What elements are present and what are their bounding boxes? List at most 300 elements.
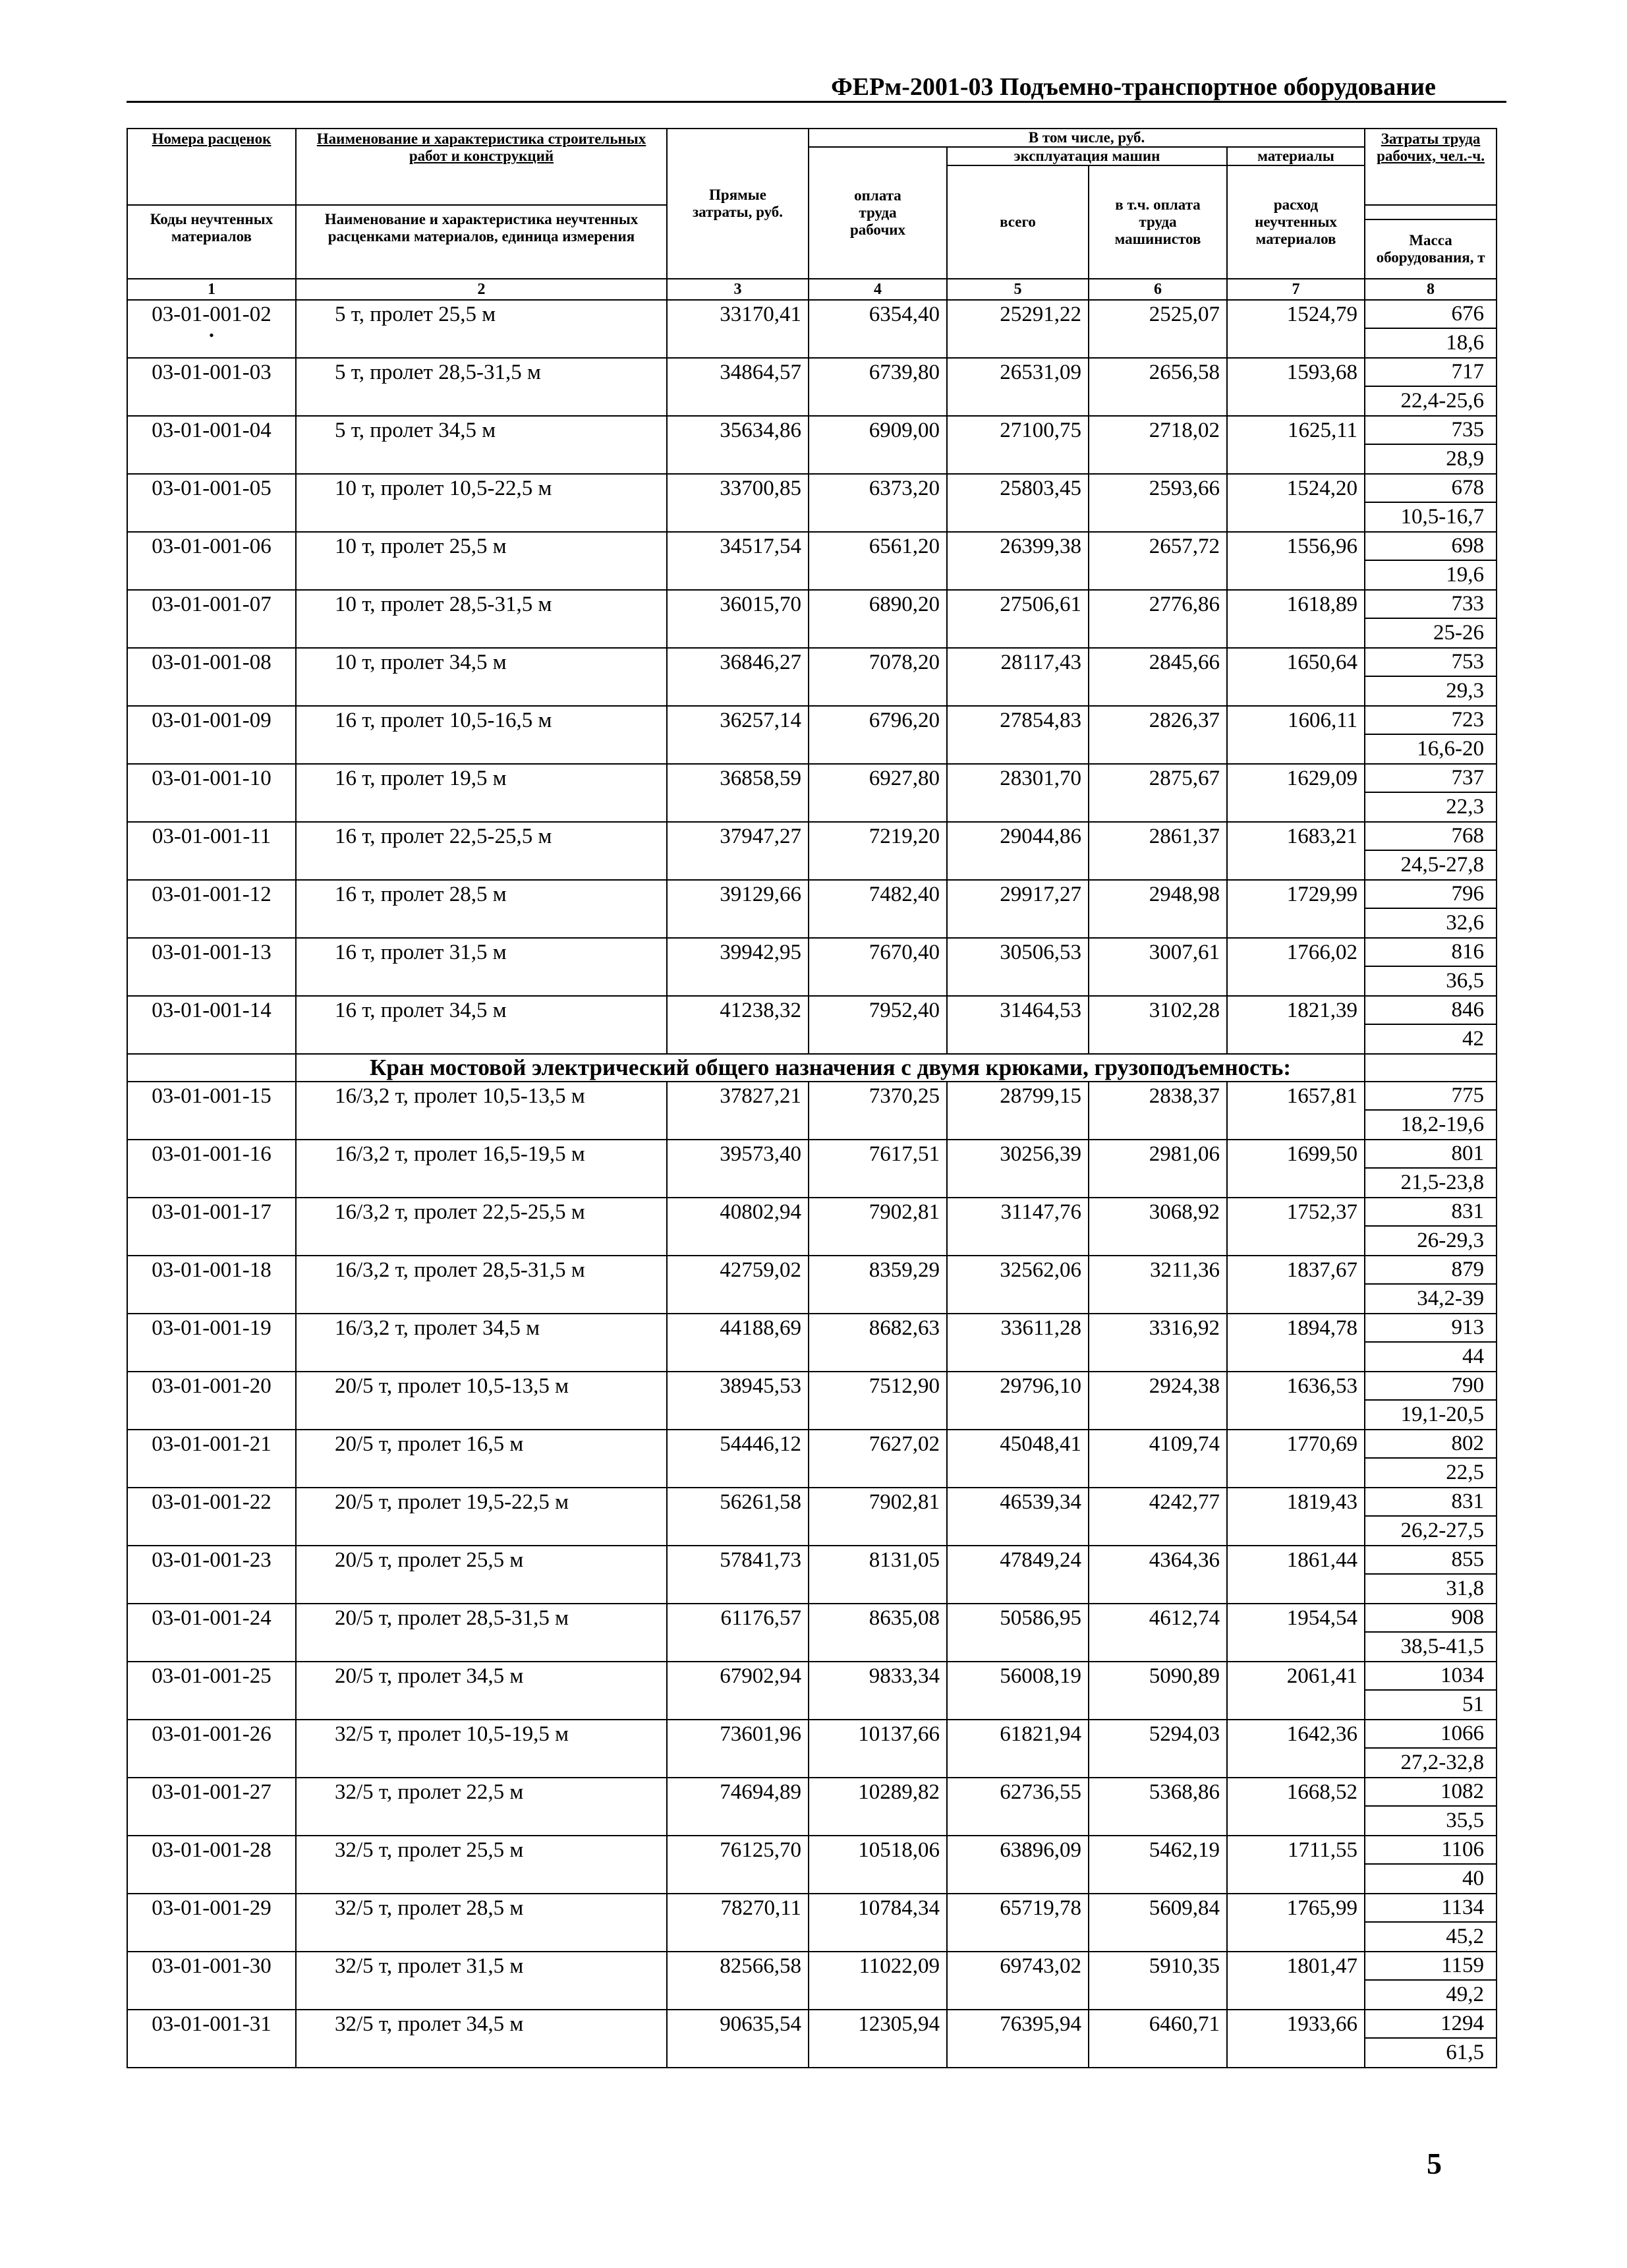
worker-wages: 8682,63: [809, 1314, 947, 1372]
rate-code-cell: [127, 938, 296, 996]
work-name: 16 т, пролет 31,5 м: [296, 938, 667, 996]
operator-wages: 3007,61: [1089, 938, 1227, 996]
equipment-mass: 40: [1462, 1867, 1485, 1890]
section-row: [127, 1054, 1497, 1082]
col5-header: всего: [947, 165, 1089, 279]
equipment-mass: 61,5: [1446, 2041, 1485, 2064]
machine-cost: 25803,45: [947, 474, 1089, 532]
direct-cost: 61176,57: [667, 1604, 809, 1662]
machine-cost: 28799,15: [947, 1082, 1089, 1140]
direct-cost: 36846,27: [667, 648, 809, 706]
equipment-mass: 36,5: [1446, 969, 1485, 993]
table-row: [127, 1198, 1497, 1256]
machine-cost: 56008,19: [947, 1662, 1089, 1720]
operator-wages: 2981,06: [1089, 1140, 1227, 1198]
rate-code: 03-01-001-22: [152, 1490, 271, 1514]
labor-mass-cell: [1365, 1082, 1497, 1140]
labor-mass-cell: [1365, 822, 1497, 880]
col3-header: Прямые затраты, руб.: [667, 129, 809, 279]
work-name: 32/5 т, пролет 25,5 м: [296, 1836, 667, 1894]
labor-hours: 908: [1365, 1604, 1496, 1633]
equipment-mass: 19,1-20,5: [1400, 1403, 1485, 1426]
equipment-mass: 18,2-19,6: [1400, 1113, 1485, 1136]
table-row: [127, 1488, 1497, 1546]
operator-wages: 2838,37: [1089, 1082, 1227, 1140]
materials-cost: 1861,44: [1227, 1546, 1365, 1604]
labor-hours: 831: [1365, 1488, 1496, 1517]
materials-cost: 1657,81: [1227, 1082, 1365, 1140]
machine-cost: 69743,02: [947, 1952, 1089, 2010]
table-row: [127, 1314, 1497, 1372]
table-row: [127, 1430, 1497, 1488]
direct-cost: 57841,73: [667, 1546, 809, 1604]
machine-cost: 30256,39: [947, 1140, 1089, 1198]
materials-cost: 1642,36: [1227, 1720, 1365, 1778]
labor-hours: 733: [1365, 591, 1496, 619]
table-row: [127, 1140, 1497, 1198]
rate-code: 03-01-001-03: [152, 361, 271, 384]
machine-cost: 46539,34: [947, 1488, 1089, 1546]
materials-cost: 1606,11: [1227, 706, 1365, 764]
direct-cost: 40802,94: [667, 1198, 809, 1256]
direct-cost: 34517,54: [667, 532, 809, 590]
table-row: [127, 1720, 1497, 1778]
labor-mass-cell: [1365, 2010, 1497, 2068]
direct-cost: 36858,59: [667, 764, 809, 822]
worker-wages: 11022,09: [809, 1952, 947, 2010]
labor-hours: 1134: [1365, 1894, 1496, 1923]
table-row: [127, 1662, 1497, 1720]
labor-mass-cell: [1365, 1836, 1497, 1894]
labor-hours: 1082: [1365, 1778, 1496, 1807]
equipment-mass: 42: [1462, 1027, 1485, 1051]
machine-cost: 28301,70: [947, 764, 1089, 822]
labor-hours: 723: [1365, 707, 1496, 735]
section-title-text: Кран мостовой электрический общего назначения с двумя крюками, грузоподъемность:: [369, 1055, 1292, 1080]
machine-cost: 31464,53: [947, 996, 1089, 1054]
rate-code-cell: [127, 1778, 296, 1836]
worker-wages: 7078,20: [809, 648, 947, 706]
operator-wages: 4109,74: [1089, 1430, 1227, 1488]
equipment-mass: 19,6: [1446, 563, 1485, 587]
rate-code-cell: [127, 822, 296, 880]
group-header-total: В том числе, руб.: [809, 129, 1365, 147]
materials-cost: 1683,21: [1227, 822, 1365, 880]
labor-mass-cell: [1365, 532, 1497, 590]
materials-cost: 1699,50: [1227, 1140, 1365, 1198]
rate-code-cell: [127, 474, 296, 532]
direct-cost: 36015,70: [667, 590, 809, 648]
worker-wages: 7627,02: [809, 1430, 947, 1488]
rate-code: 03-01-001-04: [152, 419, 271, 442]
table-row: [127, 532, 1497, 590]
rate-code: 03-01-001-29: [152, 1896, 271, 1920]
labor-mass-cell: [1365, 474, 1497, 532]
work-name: 16/3,2 т, пролет 22,5-25,5 м: [296, 1198, 667, 1256]
table-row: [127, 1372, 1497, 1430]
worker-wages: 7902,81: [809, 1488, 947, 1546]
direct-cost: 39129,66: [667, 880, 809, 938]
worker-wages: 6909,00: [809, 416, 947, 474]
labor-hours: 846: [1365, 997, 1496, 1025]
materials-cost: 1954,54: [1227, 1604, 1365, 1662]
table-row: [127, 1836, 1497, 1894]
equipment-mass: 49,2: [1446, 1983, 1485, 2006]
work-name: 16 т, пролет 28,5 м: [296, 880, 667, 938]
col1-header-bottom: Коды неучтенных материалов: [127, 205, 296, 279]
rate-code: 03-01-001-27: [152, 1780, 271, 1804]
materials-cost: 2061,41: [1227, 1662, 1365, 1720]
equipment-mass: 27,2-32,8: [1400, 1751, 1485, 1774]
rate-code: 03-01-001-02: [152, 303, 271, 326]
rate-code: 03-01-001-12: [152, 883, 271, 906]
col2-header-top: Наименование и характеристика строительных работ и конструкций: [296, 129, 667, 205]
rate-code: 03-01-001-19: [152, 1316, 271, 1340]
table-row: [127, 474, 1497, 532]
worker-wages: 8635,08: [809, 1604, 947, 1662]
rate-code-cell: [127, 1720, 296, 1778]
direct-cost: 76125,70: [667, 1836, 809, 1894]
rate-code: 03-01-001-05: [152, 477, 271, 500]
machine-cost: 32562,06: [947, 1256, 1089, 1314]
rate-code: 03-01-001-21: [152, 1432, 271, 1456]
equipment-mass: 25-26: [1433, 621, 1485, 645]
labor-hours: 796: [1365, 881, 1496, 909]
worker-wages: 6890,20: [809, 590, 947, 648]
rate-code-cell: [127, 2010, 296, 2068]
labor-mass-cell: [1365, 1720, 1497, 1778]
equipment-mass: 10,5-16,7: [1400, 505, 1485, 529]
rate-code-cell: [127, 880, 296, 938]
worker-wages: 12305,94: [809, 2010, 947, 2068]
labor-hours: 1294: [1365, 2010, 1496, 2039]
equipment-mass: 22,3: [1446, 795, 1485, 819]
work-name: 32/5 т, пролет 10,5-19,5 м: [296, 1720, 667, 1778]
operator-wages: 2924,38: [1089, 1372, 1227, 1430]
worker-wages: 7219,20: [809, 822, 947, 880]
rate-code-cell: [127, 648, 296, 706]
rate-code-cell: [127, 1952, 296, 2010]
equipment-mass: 35,5: [1446, 1809, 1485, 1832]
labor-hours: 698: [1365, 533, 1496, 561]
direct-cost: 78270,11: [667, 1894, 809, 1952]
work-name: 5 т, пролет 28,5-31,5 м: [296, 358, 667, 416]
table-row: [127, 1894, 1497, 1952]
direct-cost: 35634,86: [667, 416, 809, 474]
direct-cost: 54446,12: [667, 1430, 809, 1488]
materials-cost: 1668,52: [1227, 1778, 1365, 1836]
worker-wages: 7902,81: [809, 1198, 947, 1256]
labor-mass-cell: [1365, 358, 1497, 416]
machine-cost: 62736,55: [947, 1778, 1089, 1836]
worker-wages: 6739,80: [809, 358, 947, 416]
materials-cost: 1593,68: [1227, 358, 1365, 416]
rate-code: 03-01-001-20: [152, 1374, 271, 1398]
materials-cost: 1752,37: [1227, 1198, 1365, 1256]
equipment-mass: 28,9: [1446, 447, 1485, 471]
col8-header-top: Затраты труда рабочих, чел.-ч.: [1365, 129, 1497, 205]
direct-cost: 82566,58: [667, 1952, 809, 2010]
direct-cost: 39573,40: [667, 1140, 809, 1198]
labor-hours: 1066: [1365, 1720, 1496, 1749]
labor-mass-cell: [1365, 1372, 1497, 1430]
materials-cost: 1729,99: [1227, 880, 1365, 938]
table-row: [127, 358, 1497, 416]
section-title: [296, 1054, 1365, 1082]
labor-hours: 1159: [1365, 1952, 1496, 1981]
operator-wages: 6460,71: [1089, 2010, 1227, 2068]
labor-hours: 676: [1365, 301, 1496, 329]
rate-code: 03-01-001-10: [152, 767, 271, 790]
direct-cost: 37947,27: [667, 822, 809, 880]
materials-cost: 1801,47: [1227, 1952, 1365, 2010]
col2-header-bottom: Наименование и характеристика неучтенных расценками материалов, единица измерения: [296, 205, 667, 279]
col8-header-spacer: [1365, 205, 1497, 219]
materials-cost: 1650,64: [1227, 648, 1365, 706]
work-name: 10 т, пролет 34,5 м: [296, 648, 667, 706]
rate-code-cell: [127, 1314, 296, 1372]
price-table: [127, 128, 1497, 2068]
labor-hours: 1034: [1365, 1662, 1496, 1691]
labor-mass-cell: [1365, 590, 1497, 648]
direct-cost: 56261,58: [667, 1488, 809, 1546]
worker-wages: 7512,90: [809, 1372, 947, 1430]
worker-wages: 7370,25: [809, 1082, 947, 1140]
work-name: 16 т, пролет 22,5-25,5 м: [296, 822, 667, 880]
equipment-mass: 31,8: [1446, 1577, 1485, 1600]
materials-cost: 1618,89: [1227, 590, 1365, 648]
col1-header-top: Номера расценок: [127, 129, 296, 205]
equipment-mass: 26,2-27,5: [1400, 1519, 1485, 1542]
direct-cost: 36257,14: [667, 706, 809, 764]
rate-code-cell: [127, 1662, 296, 1720]
materials-cost: 1629,09: [1227, 764, 1365, 822]
direct-cost: 33700,85: [667, 474, 809, 532]
work-name: 32/5 т, пролет 28,5 м: [296, 1894, 667, 1952]
group-header-materials: материалы: [1227, 147, 1365, 165]
table-row: [127, 764, 1497, 822]
rate-code-cell: [127, 1488, 296, 1546]
rate-code-cell: [127, 1256, 296, 1314]
rate-code: 03-01-001-24: [152, 1606, 271, 1630]
col-number: 6: [1089, 279, 1227, 300]
work-name: 20/5 т, пролет 19,5-22,5 м: [296, 1488, 667, 1546]
operator-wages: 2845,66: [1089, 648, 1227, 706]
rate-code-cell: [127, 1372, 296, 1430]
labor-mass-cell: [1365, 1604, 1497, 1662]
rate-code-cell: [127, 300, 296, 358]
materials-cost: 1765,99: [1227, 1894, 1365, 1952]
operator-wages: 2875,67: [1089, 764, 1227, 822]
table-row: [127, 648, 1497, 706]
operator-wages: 3102,28: [1089, 996, 1227, 1054]
machine-cost: 26531,09: [947, 358, 1089, 416]
machine-cost: 50586,95: [947, 1604, 1089, 1662]
work-name: 20/5 т, пролет 28,5-31,5 м: [296, 1604, 667, 1662]
equipment-mass: 44: [1462, 1345, 1485, 1368]
operator-wages: 2826,37: [1089, 706, 1227, 764]
equipment-mass: 22,4-25,6: [1400, 389, 1485, 413]
rate-code: 03-01-001-09: [152, 709, 271, 732]
worker-wages: 8359,29: [809, 1256, 947, 1314]
labor-hours: 775: [1365, 1082, 1496, 1111]
worker-wages: 10289,82: [809, 1778, 947, 1836]
rate-code: 03-01-001-26: [152, 1722, 271, 1746]
machine-cost: 29796,10: [947, 1372, 1089, 1430]
labor-mass-cell: [1365, 764, 1497, 822]
col8-header-bottom: Масса оборудования, т: [1365, 219, 1497, 279]
work-name: 10 т, пролет 10,5-22,5 м: [296, 474, 667, 532]
materials-cost: 1770,69: [1227, 1430, 1365, 1488]
equipment-mass: 16,6-20: [1417, 737, 1485, 761]
rate-code: 03-01-001-25: [152, 1664, 271, 1688]
group-header-machines: эксплуатация машин: [947, 147, 1227, 165]
equipment-mass: 26-29,3: [1417, 1229, 1485, 1252]
materials-cost: 1821,39: [1227, 996, 1365, 1054]
equipment-mass: 32,6: [1446, 911, 1485, 935]
col-number: 7: [1227, 279, 1365, 300]
equipment-mass: 38,5-41,5: [1400, 1635, 1485, 1658]
operator-wages: 5910,35: [1089, 1952, 1227, 2010]
table-row: [127, 1082, 1497, 1140]
worker-wages: 10784,34: [809, 1894, 947, 1952]
labor-mass-cell: [1365, 1894, 1497, 1952]
operator-wages: 3211,36: [1089, 1256, 1227, 1314]
table-row: [127, 1952, 1497, 2010]
worker-wages: 7952,40: [809, 996, 947, 1054]
materials-cost: 1556,96: [1227, 532, 1365, 590]
work-name: 5 т, пролет 25,5 м: [296, 300, 667, 358]
work-name: 20/5 т, пролет 10,5-13,5 м: [296, 1372, 667, 1430]
table-row: [127, 996, 1497, 1054]
machine-cost: 27100,75: [947, 416, 1089, 474]
materials-cost: 1837,67: [1227, 1256, 1365, 1314]
table-row: [127, 938, 1497, 996]
labor-hours: 801: [1365, 1140, 1496, 1169]
rate-code: 03-01-001-17: [152, 1200, 271, 1224]
worker-wages: 7617,51: [809, 1140, 947, 1198]
equipment-mass: 24,5-27,8: [1400, 853, 1485, 877]
labor-hours: 753: [1365, 649, 1496, 677]
operator-wages: 2776,86: [1089, 590, 1227, 648]
labor-mass-cell: [1365, 1140, 1497, 1198]
machine-cost: 76395,94: [947, 2010, 1089, 2068]
rate-code-cell: [127, 358, 296, 416]
table-row: [127, 1604, 1497, 1662]
column-number-row: [127, 279, 1497, 300]
worker-wages: 6373,20: [809, 474, 947, 532]
materials-cost: 1894,78: [1227, 1314, 1365, 1372]
rate-code: 03-01-001-30: [152, 1954, 271, 1978]
labor-mass-cell: [1365, 706, 1497, 764]
rate-code: 03-01-001-23: [152, 1548, 271, 1572]
machine-cost: 29044,86: [947, 822, 1089, 880]
machine-cost: 45048,41: [947, 1430, 1089, 1488]
equipment-mass: 21,5-23,8: [1400, 1171, 1485, 1194]
col4-header: оплата труда рабочих: [809, 147, 947, 279]
worker-wages: 7482,40: [809, 880, 947, 938]
rate-code-cell: [127, 416, 296, 474]
operator-wages: 5462,19: [1089, 1836, 1227, 1894]
table-row: [127, 590, 1497, 648]
labor-mass-cell: [1365, 1314, 1497, 1372]
equipment-mass: 18,6: [1446, 331, 1485, 355]
page-title: ФЕРм-2001-03 Подъемно-транспортное оборудование: [831, 73, 1436, 101]
direct-cost: 39942,95: [667, 938, 809, 996]
operator-wages: 4364,36: [1089, 1546, 1227, 1604]
table-row: [127, 1256, 1497, 1314]
rate-code-cell: [127, 590, 296, 648]
machine-cost: 47849,24: [947, 1546, 1089, 1604]
direct-cost: 37827,21: [667, 1082, 809, 1140]
machine-cost: 25291,22: [947, 300, 1089, 358]
labor-mass-cell: [1365, 1952, 1497, 2010]
direct-cost: 90635,54: [667, 2010, 809, 2068]
operator-wages: 5368,86: [1089, 1778, 1227, 1836]
operator-wages: 2861,37: [1089, 822, 1227, 880]
worker-wages: 9833,34: [809, 1662, 947, 1720]
work-name: 32/5 т, пролет 22,5 м: [296, 1778, 667, 1836]
work-name: 16/3,2 т, пролет 10,5-13,5 м: [296, 1082, 667, 1140]
labor-hours: 879: [1365, 1256, 1496, 1285]
labor-hours: 816: [1365, 939, 1496, 967]
direct-cost: 34864,57: [667, 358, 809, 416]
labor-mass-cell: [1365, 300, 1497, 358]
machine-cost: 33611,28: [947, 1314, 1089, 1372]
direct-cost: 33170,41: [667, 300, 809, 358]
labor-hours: 802: [1365, 1430, 1496, 1459]
operator-wages: 2718,02: [1089, 416, 1227, 474]
direct-cost: 41238,32: [667, 996, 809, 1054]
worker-wages: 6927,80: [809, 764, 947, 822]
operator-wages: 2593,66: [1089, 474, 1227, 532]
rate-code-cell: [127, 1604, 296, 1662]
operator-wages: 2657,72: [1089, 532, 1227, 590]
work-name: 16/3,2 т, пролет 16,5-19,5 м: [296, 1140, 667, 1198]
equipment-mass: 51: [1462, 1693, 1485, 1716]
materials-cost: 1636,53: [1227, 1372, 1365, 1430]
direct-cost: 73601,96: [667, 1720, 809, 1778]
rate-code: 03-01-001-16: [152, 1142, 271, 1166]
rate-code: 03-01-001-31: [152, 2012, 271, 2036]
machine-cost: 31147,76: [947, 1198, 1089, 1256]
work-name: 16 т, пролет 19,5 м: [296, 764, 667, 822]
labor-hours: 913: [1365, 1314, 1496, 1343]
equipment-mass: 34,2-39: [1417, 1287, 1485, 1310]
work-name: 16 т, пролет 34,5 м: [296, 996, 667, 1054]
table-row: [127, 2010, 1497, 2068]
col-number: 5: [947, 279, 1089, 300]
machine-cost: 27506,61: [947, 590, 1089, 648]
rate-code-cell: [127, 1082, 296, 1140]
machine-cost: 30506,53: [947, 938, 1089, 996]
worker-wages: 6561,20: [809, 532, 947, 590]
rate-code: 03-01-001-06: [152, 535, 271, 558]
col-number: 3: [667, 279, 809, 300]
machine-cost: 28117,43: [947, 648, 1089, 706]
col-number: 1: [127, 279, 296, 300]
operator-wages: 3068,92: [1089, 1198, 1227, 1256]
operator-wages: 5090,89: [1089, 1662, 1227, 1720]
labor-mass-cell: [1365, 1430, 1497, 1488]
operator-wages: 2525,07: [1089, 300, 1227, 358]
rate-code-cell: [127, 1140, 296, 1198]
work-name: 10 т, пролет 28,5-31,5 м: [296, 590, 667, 648]
worker-wages: 6796,20: [809, 706, 947, 764]
labor-hours: 735: [1365, 417, 1496, 445]
col-number: 8: [1365, 279, 1497, 300]
labor-mass-cell: [1365, 1662, 1497, 1720]
